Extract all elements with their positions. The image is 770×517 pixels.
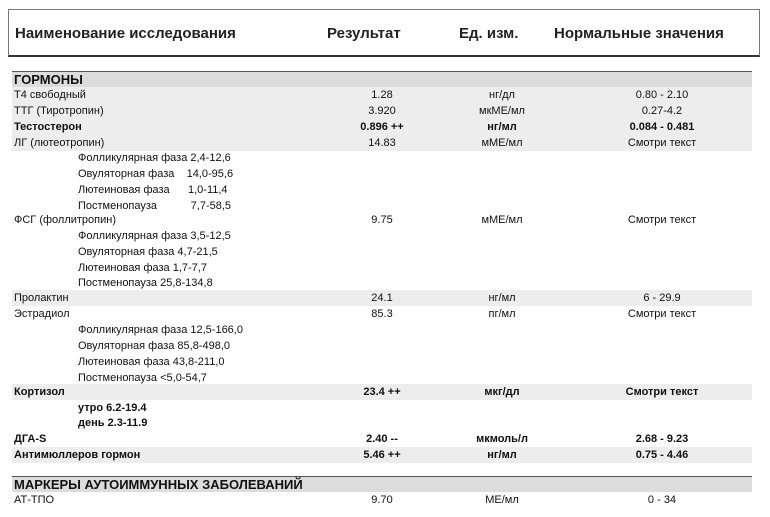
cell-name: Т4 свободный bbox=[14, 89, 86, 101]
cell-unit: мкМЕ/мл bbox=[479, 105, 525, 117]
fsg-phase: Лютеиновая фаза 1,7-7,7 bbox=[78, 262, 207, 274]
cell-unit: нг/дл bbox=[489, 89, 515, 101]
cell-unit: нг/мл bbox=[487, 449, 517, 461]
section-hormones: ГОРМОНЫ bbox=[12, 71, 752, 87]
cell-unit: мМЕ/мл bbox=[481, 137, 523, 149]
cell-result: 0.896 ++ bbox=[360, 121, 404, 133]
cell-unit: нг/мл bbox=[487, 121, 517, 133]
row-lg bbox=[12, 135, 752, 151]
cell-result: 85.3 bbox=[371, 308, 393, 320]
estr-phase: Лютеиновая фаза 43,8-211,0 bbox=[78, 356, 225, 368]
row-t4 bbox=[12, 87, 752, 103]
cell-norm: Смотри текст bbox=[627, 308, 697, 320]
cell-name: Тестостерон bbox=[14, 121, 82, 133]
cell-name: ФСГ (фоллитропин) bbox=[14, 214, 117, 226]
cell-name: Пролактин bbox=[14, 292, 69, 304]
cell-norm: 0.084 - 0.481 bbox=[629, 121, 695, 133]
cell-unit: пг/мл bbox=[488, 308, 516, 320]
row-dga bbox=[12, 431, 752, 447]
lg-phase: Постменопауза 7,7-58,5 bbox=[78, 200, 232, 212]
header-name: Наименование исследования bbox=[15, 25, 236, 42]
row-fsg bbox=[12, 212, 752, 228]
cell-norm: Смотри текст bbox=[627, 214, 697, 226]
cell-norm: Смотри текст bbox=[627, 137, 697, 149]
cortisol-time: день 2.3-11.9 bbox=[78, 417, 148, 429]
cell-norm: 2.68 - 9.23 bbox=[635, 433, 689, 445]
cell-result: 1.28 bbox=[371, 89, 393, 101]
cell-name: ЛГ (лютеотропин) bbox=[14, 137, 105, 149]
header-result: Результат bbox=[327, 25, 401, 42]
cell-unit: мкмоль/л bbox=[476, 433, 528, 445]
cell-name: ДГА-S bbox=[14, 433, 47, 445]
cell-result: 14.83 bbox=[368, 137, 396, 149]
row-estradiol bbox=[12, 306, 752, 322]
fsg-phase: Фолликулярная фаза 3,5-12,5 bbox=[78, 230, 231, 242]
cell-result: 23.4 ++ bbox=[363, 386, 401, 398]
section-autoimmune: МАРКЕРЫ АУТОИММУННЫХ ЗАБОЛЕВАНИЙ bbox=[12, 476, 752, 492]
row-testosterone bbox=[12, 119, 752, 135]
lg-phase: Фолликулярная фаза 2,4-12,6 bbox=[78, 152, 231, 164]
cell-unit: нг/мл bbox=[488, 292, 516, 304]
cell-result: 3.920 bbox=[368, 105, 396, 117]
fsg-phase: Овуляторная фаза 4,7-21,5 bbox=[78, 246, 218, 258]
cell-norm: 6 - 29.9 bbox=[643, 292, 681, 304]
table-header bbox=[8, 9, 760, 57]
cell-result: 5.46 ++ bbox=[363, 449, 401, 461]
estr-phase: Овуляторная фаза 85,8-498,0 bbox=[78, 340, 231, 352]
cell-norm: Смотри текст bbox=[625, 386, 699, 398]
row-attpo bbox=[12, 492, 752, 508]
cell-name: ТТГ (Тиротропин) bbox=[14, 105, 104, 117]
header-unit: Ед. изм. bbox=[459, 25, 519, 42]
cortisol-time: утро 6.2-19.4 bbox=[78, 402, 147, 414]
cell-name: Эстрадиол bbox=[14, 308, 70, 320]
cell-result: 9.75 bbox=[371, 214, 393, 226]
cell-unit: мМЕ/мл bbox=[481, 214, 523, 226]
row-ttg bbox=[12, 103, 752, 119]
cell-name: АТ-ТПО bbox=[14, 494, 55, 506]
cell-name: Антимюллеров гормон bbox=[14, 449, 141, 461]
cell-result: 24.1 bbox=[371, 292, 393, 304]
cell-unit: мкг/дл bbox=[484, 386, 520, 398]
cell-norm: 0.27-4.2 bbox=[641, 105, 683, 117]
fsg-phase: Постменопауза 25,8-134,8 bbox=[78, 277, 213, 289]
row-cortisol bbox=[12, 384, 752, 400]
cell-norm: 0.80 - 2.10 bbox=[635, 89, 689, 101]
cell-norm: 0.75 - 4.46 bbox=[635, 449, 689, 461]
row-prolactin bbox=[12, 290, 752, 306]
estr-phase: Фолликулярная фаза 12,5-166,0 bbox=[78, 324, 243, 336]
cell-result: 9.70 bbox=[371, 494, 393, 506]
estr-phase: Постменопауза <5,0-54,7 bbox=[78, 372, 207, 384]
cell-result: 2.40 -- bbox=[366, 433, 398, 445]
cell-unit: МЕ/мл bbox=[485, 494, 519, 506]
cell-name: Кортизол bbox=[14, 386, 65, 398]
lg-phase: Овуляторная фаза 14,0-95,6 bbox=[78, 168, 234, 180]
lg-phase: Лютеиновая фаза 1,0-11,4 bbox=[78, 184, 228, 196]
header-norm: Нормальные значения bbox=[554, 25, 724, 42]
cell-norm: 0 - 34 bbox=[647, 494, 677, 506]
row-amh bbox=[12, 447, 752, 463]
